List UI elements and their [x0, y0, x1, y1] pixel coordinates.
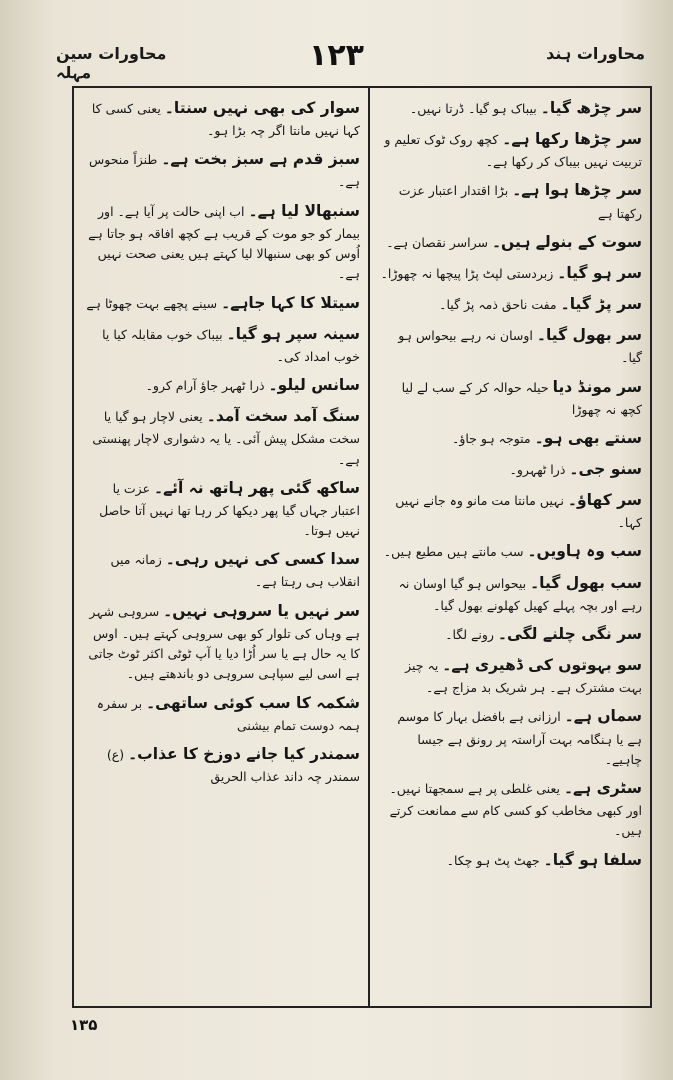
idiom-headword: سب وہ ہاویں۔	[527, 542, 642, 561]
idiom-headword: سنو جی۔	[569, 459, 642, 478]
idiom-headword: سمندر کیا جانے دوزخ کا عذاب۔	[128, 744, 360, 763]
idiom-headword: سوت کے بنولے ہیں۔	[491, 232, 642, 251]
idiom-headword: سر بھول گیا۔	[536, 326, 642, 345]
idiom-entry	[82, 147, 360, 192]
idiom-meaning: مفت ناحق ذمہ پڑ گیا۔	[439, 297, 557, 313]
idiom-headword: سماں ہے۔	[564, 707, 642, 726]
idiom-entry	[380, 230, 642, 255]
idiom-entry	[380, 457, 642, 482]
idiom-headword: سٹری ہے۔	[563, 779, 642, 797]
idiom-meaning: سراسر نقصان ہے۔	[386, 234, 488, 250]
idiom-headword: سوار کی بھی نہیں سنتا۔	[164, 99, 360, 117]
idiom-headword: سر چڑھا ہوا ہے۔	[512, 181, 642, 200]
idiom-entry	[82, 322, 360, 367]
idiom-headword: سبز قدم ہے سبز بخت ہے۔	[161, 150, 360, 169]
idiom-entry	[380, 426, 642, 451]
idiom-headword: سر چڑھ گیا۔	[540, 99, 642, 117]
idiom-entry	[380, 571, 642, 616]
idiom-headword: سینہ سپر ہو گیا۔	[226, 324, 360, 343]
idiom-headword: سدا کسی کی نہیں رہی۔	[165, 550, 360, 569]
idiom-headword: سر چڑھا رکھا ہے۔	[502, 130, 642, 149]
idiom-entry	[380, 704, 642, 770]
idiom-entry	[380, 622, 642, 647]
idiom-meaning: یعنی لاچار ہو گیا یا سخت مشکل پیش آئی۔ یا یہ دشواری لاچار پھنستی ہے۔	[92, 409, 360, 467]
left-column	[82, 96, 360, 793]
idiom-meaning: نہیں مانتا مت مانو وہ جانے نہیں کہا۔	[395, 493, 642, 531]
idiom-meaning: (ع) سمندر چہ داند عذاب الحریق	[106, 746, 360, 785]
idiom-meaning: بر سفرہ ہمہ دوست تمام بیشنی	[96, 695, 360, 733]
idiom-meaning: بیباک ہو گیا۔ ڈرتا نہیں۔	[409, 101, 537, 116]
idiom-headword: سر مونڈ دیا	[552, 377, 642, 396]
page-number: ۱۲۳	[309, 38, 364, 73]
idiom-meaning: ارزانی ہے بافضل بہار کا موسم ہے یا ہنگامہ بہت آراستہ پر رونق ہے جیسا چاہیے۔	[397, 709, 642, 767]
running-title-left: محاورات سین مہلہ	[56, 44, 167, 82]
idiom-headword: سیتلا کا کہا جاہے۔	[221, 293, 360, 312]
idiom-headword: سر نہیں یا سروہی نہیں۔	[163, 601, 360, 620]
idiom-entry	[380, 292, 642, 317]
idiom-meaning: بڑا اقتدار اعتبار عزت رکھتا ہے	[398, 183, 642, 221]
idiom-meaning: سینے پچھے بہت چھوٹا ہے	[86, 295, 218, 311]
idiom-meaning: رونے لگا۔	[445, 626, 494, 642]
idiom-entry	[380, 653, 642, 698]
idiom-entry	[380, 261, 642, 286]
idiom-entry	[380, 323, 642, 368]
idiom-meaning: سب مانتے ہیں مطیع ہیں۔	[383, 544, 524, 560]
idiom-headword: سلفا ہو گیا۔	[543, 850, 642, 869]
idiom-headword: شکمہ کا سب کوئی ساتھی۔	[146, 693, 360, 712]
idiom-entry	[82, 476, 360, 542]
idiom-headword: سر نگی چلنے لگی۔	[497, 624, 642, 643]
idiom-entry	[380, 127, 642, 172]
idiom-meaning: ذرا ٹھہر جاؤ آرام کرو۔	[145, 378, 265, 394]
idiom-entry	[82, 547, 360, 592]
idiom-entry	[82, 96, 360, 141]
idiom-entry	[82, 742, 360, 787]
idiom-entry	[82, 404, 360, 470]
idiom-meaning: ذرا ٹھہرو۔	[509, 461, 566, 477]
idiom-meaning: بیحواس ہو گیا اوسان نہ رہے اور بچہ پہلے کھیل کھلونے بھول گیا۔	[398, 575, 642, 613]
idiom-entry	[82, 199, 360, 285]
idiom-entry	[380, 375, 642, 420]
signature-number: ۱۳۵	[70, 1016, 98, 1034]
idiom-meaning: یعنی کسی کا کہا نہیں مانتا اگر چہ بڑا ہو۔	[91, 101, 360, 139]
idiom-meaning: بیباک خوب مقابلہ کیا یا خوب امداد کی۔	[102, 326, 360, 364]
idiom-meaning: طنزاً منحوس ہے۔	[89, 152, 360, 190]
idiom-meaning: حیلہ حوالہ کر کے سب لے لیا کچھ نہ چھوڑا	[401, 379, 642, 417]
idiom-entry	[380, 848, 642, 873]
idiom-headword: سانس لیلو۔	[268, 376, 360, 395]
idiom-headword: سنگ آمد سخت آمد۔	[206, 407, 360, 426]
idiom-meaning: زبردستی لپٹ پڑا پیچھا نہ چھوڑا۔	[380, 265, 554, 281]
idiom-meaning: سروہی شہر ہے وہاں کی تلوار کو بھی سروہی کہتے ہیں۔ اوس کا یہ حال ہے یا سر اُڑا دیا یا آپ ٹوٹی اکثر ٹوٹ جاتی ہے اسی لیے سپاہی سروہی دو باندھتے ہیں۔	[88, 603, 360, 682]
column-divider	[368, 86, 370, 1008]
idiom-entry	[380, 178, 642, 223]
idiom-headword: سب بھول گیا۔	[530, 573, 642, 592]
idiom-entry	[82, 599, 360, 685]
idiom-entry	[82, 691, 360, 736]
idiom-entry	[380, 776, 642, 842]
idiom-headword: سر کھاؤ۔	[567, 491, 642, 510]
idiom-entry	[82, 373, 360, 398]
idiom-meaning: عزت یا اعتبار جہاں گیا پھر دیکھا کر رہا تھا نہیں آتا حاصل نہیں ہوتا۔	[99, 480, 360, 539]
idiom-meaning: اوسان نہ رہے بیحواس ہو گیا۔	[398, 328, 642, 366]
idiom-headword: سو بہوتوں کی ڈھیری ہے۔	[442, 656, 642, 675]
idiom-entry	[380, 488, 642, 533]
idiom-entry	[82, 291, 360, 316]
right-column	[380, 96, 642, 879]
idiom-meaning: جھٹ پٹ ہو چکا۔	[446, 852, 540, 868]
idiom-headword: سنبھالا لیا ہے۔	[248, 201, 360, 220]
idiom-headword: سنتے بھی ہو۔	[534, 428, 642, 447]
idiom-meaning: متوجہ ہو جاؤ۔	[452, 430, 531, 446]
idiom-entry	[380, 539, 642, 564]
running-title-right: محاورات ہند	[546, 44, 645, 63]
idiom-meaning: اب اپنی حالت پر آیا ہے۔ اور بیمار کو جو موت کے قریب ہے کچھ افاقہ ہو جاتا ہے اُوس کو بھی سنبھالا لیا کہتے ہیں یعنی صحت نہیں ہے۔	[88, 203, 360, 282]
idiom-meaning: یہ چیز بہت مشترک ہے۔ ہر شریک بد مزاج ہے۔	[405, 658, 642, 696]
idiom-meaning: زمانہ میں انقلاب ہی رہتا ہے۔	[110, 552, 360, 590]
idiom-entry	[380, 96, 642, 121]
idiom-headword: ساکھ گئی پھر ہاتھ نہ آئے۔	[154, 478, 360, 497]
idiom-headword: سر پڑ گیا۔	[560, 295, 642, 314]
idiom-meaning: کچھ روک ٹوک تعلیم و تربیت نہیں بیباک کر رکھا ہے۔	[384, 132, 642, 170]
idiom-headword: سر ہو گیا۔	[557, 263, 642, 282]
idiom-meaning: یعنی غلطی پر ہے سمجھتا نہیں۔ اور کبھی مخاطب کو کسی کام سے ممانعت کرتے ہیں۔	[389, 781, 642, 839]
